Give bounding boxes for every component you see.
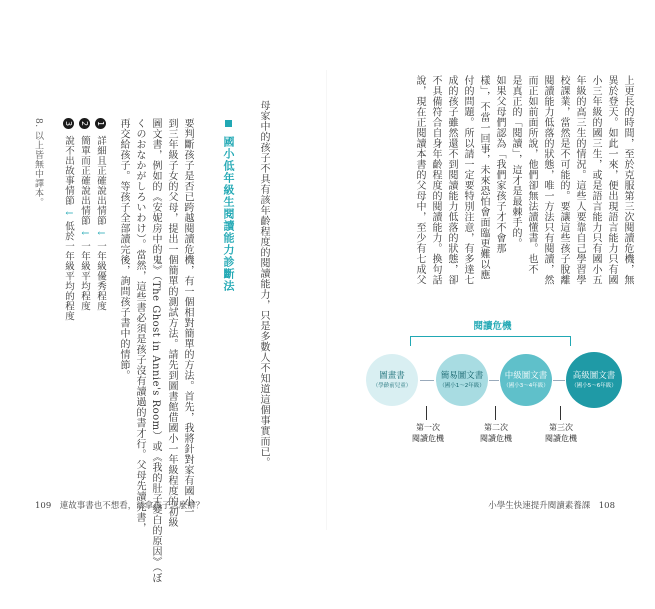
text-line: 年級的高三生的情況。這些人要靠自己學習學 (574, 75, 585, 285)
number-badge: 2 (79, 118, 90, 129)
stage-circle-intermediate (500, 354, 552, 406)
arrow-down-icon: ↓ (79, 229, 90, 238)
list-item-level: 低於一年級平均的程度 (63, 221, 74, 322)
stage-tick (426, 406, 427, 420)
arrow-down-icon: ↓ (95, 229, 106, 238)
text-line: 而正如前面所說，他們卻無法讀懂書。也不 (526, 75, 537, 275)
number-badge: 3 (63, 118, 74, 129)
diagram-bracket-right (570, 336, 571, 346)
right-page-paragraph (411, 75, 635, 315)
crisis-stage-first (398, 422, 458, 444)
text-line: 上更長的時間，至於克服第三次閱讀危機，無 (622, 75, 633, 285)
list-item-text: 詳細且正確說出情節 (95, 135, 106, 226)
stage-line: 第三次 (549, 423, 573, 432)
number-badge: 1 (95, 118, 106, 129)
circle-subtitle: （學齡前兒童） (372, 382, 412, 389)
list-item (92, 118, 108, 418)
text-line: 再交給孩子。等孩子全部讀完後，詢問孩子書中的情節。 (118, 118, 129, 381)
text-line: 樣」，不當一回事，未來恐怕會面臨更難以應 (478, 75, 489, 280)
stage-circle-easy-reader (436, 354, 488, 406)
list-item-level: 一年級優秀程度 (95, 241, 106, 312)
stage-circle-picture-book (366, 354, 418, 406)
text-line: くのおなかがしろいわけ）。當然，這些書必須是孩子沒有讀過的書才行。父母先讀完書， (134, 118, 145, 533)
arrow-connector (420, 380, 434, 381)
section-heading (220, 120, 236, 292)
diagnosis-list (60, 118, 108, 418)
diagram-bracket (410, 336, 570, 337)
circle-subtitle: （國小3～4年級） (503, 382, 549, 389)
list-item-text: 簡單而正確說出情節 (79, 135, 90, 226)
left-page-body (115, 118, 195, 584)
heading-marker-icon (225, 120, 232, 127)
stage-tick (495, 406, 496, 420)
text-line: 不具備符合自身年齡程度的閱讀能力。換句話 (430, 75, 441, 285)
reading-crisis-diagram (360, 318, 625, 448)
page-gutter (326, 70, 327, 530)
stage-line: 第一次 (416, 423, 440, 432)
text-line: 異於登天。如此一來，便出現語言能力只有國 (606, 75, 617, 285)
circle-subtitle: （國小1～2年級） (439, 382, 485, 389)
right-page-footer: 小學生快速提升閱讀素養課 108 (488, 501, 615, 511)
text-line: 圖文書，例如的《安妮房中的鬼》（The Ghost in Annie's Room）或《我的肚子變白的原因》（ぼ (150, 118, 161, 584)
list-item-text: 說不出故事情節 (63, 135, 74, 206)
text-line: 如果父母們認為「我們家孩子才不會那 (494, 75, 505, 254)
text-line: 說，現在正閱讀本書的父母中，至少有七成父 (414, 75, 425, 285)
arrow-connector (553, 380, 565, 381)
stage-line: 閱讀危機 (480, 434, 512, 443)
circle-title: 圖畫書 (379, 370, 405, 381)
stage-line: 第二次 (484, 423, 508, 432)
text-line: 母家中的孩子不具有該年齡程度的閱讀能力，只是多數人不知道這個事實而已。 (258, 100, 269, 468)
stage-circle-advanced (566, 352, 622, 408)
list-item (60, 118, 76, 418)
circle-title: 中級圖文書 (504, 370, 548, 381)
text-line: 閱讀能力低落的狀態，唯一方法只有閱讀，然 (542, 75, 553, 285)
heading-text: 國小低年級生閱讀能力診斷法 (222, 135, 235, 292)
arrow-down-icon: ↓ (63, 209, 74, 218)
footnote: 8. 以上皆無中譯本。 (33, 118, 43, 207)
diagram-title: 閱讀危機 (473, 321, 512, 332)
text-line: 到三年級子女的父母，提出一個簡單的測試方法。請先到圖書館借國小一年級程度的初級 (166, 118, 177, 528)
left-page-footer: 109 連故事書也不想看，該拿孩子怎麼辦？ (35, 501, 205, 511)
text-line: 校課業，當然是不可能的。要讓這些孩子脫離 (558, 75, 569, 285)
list-item (76, 118, 92, 418)
text-line: 要判斷孩子是否已跨越閱讀危機，有一個相對簡單的方法。首先，我將針對家有國小一 (182, 118, 193, 517)
circle-title: 簡易圖文書 (440, 370, 484, 381)
list-item-level: 一年級平均程度 (79, 241, 90, 312)
left-page-top-paragraph (255, 100, 271, 468)
text-line: 是真正的「閱讀」，這才是最棘手的。 (510, 75, 521, 249)
arrow-connector (489, 380, 499, 381)
stage-line: 閱讀危機 (545, 434, 577, 443)
crisis-stage-third (531, 422, 591, 444)
circle-title: 高級圖文書 (572, 370, 616, 381)
text-line: 付的問題。所以請一定要特別注意，有多達七 (462, 75, 473, 285)
stage-line: 閱讀危機 (412, 434, 444, 443)
crisis-stage-second (466, 422, 526, 444)
stage-tick (560, 406, 561, 420)
text-line: 小三年級的國三生，或是語言能力只有國小五 (590, 75, 601, 285)
diagram-bracket-left (410, 336, 411, 346)
circle-subtitle: （國小5～6年級） (571, 382, 617, 389)
text-line: 成的孩子雖然還不到閱讀能力低落的狀態，卻 (446, 75, 457, 285)
